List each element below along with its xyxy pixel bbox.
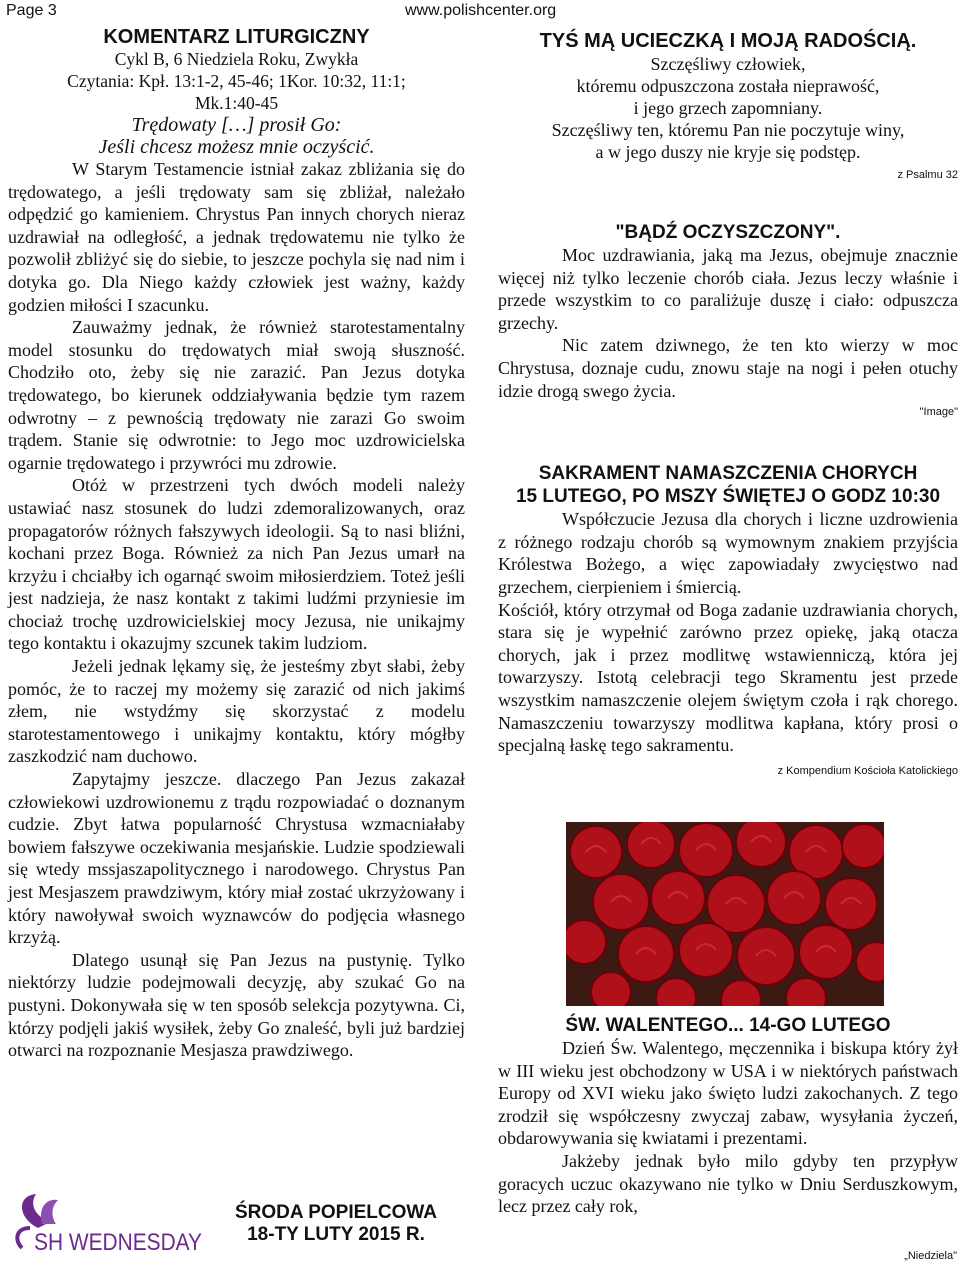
sacrament-paragraph: Kościół, który otrzymał od Boga zadanie uzdrawiania chorych, stara się je wypełnić zarówno przez opiekę, jaką otacza chorych, jak i przez modlitwę wstawienniczą, która jej towarzyszy. Istotą celebracji tego Skramentu jest przede wszystkim namaszczenie olejem świętym czoła i rąk chorego. Namaszczeniu towarzyszy modlitwa kapłana, który prosi o specjalną łaskę tego sakramentu. [498, 599, 958, 756]
psalm-line: i jego grzech zapomniany. [633, 98, 823, 118]
cleansed-title: "BĄDŹ OCZYSZCZONY". [615, 222, 841, 243]
commentary-paragraph: Zapytajmy jeszcze. dlaczego Pan Jezus zakazał człowiekowi uzdrowionemu z trądu rozpowiadać o doznanym cudzie. Zbyt łatwa popularność Chrystusa wzmacniałaby bowiem fałszywe oczekiwania mesjańskie. Ludzie spodziewali się wtedy mssjaszapolitycznego i narodowego. Chrystus Pan jest Mesjaszem prawdziwym, który miał zostać ukrzyżowany i który nawoływał swoich wyznawców do podjęcia własnego krzyżą. [8, 769, 465, 948]
ash-wednesday-heading [222, 1202, 450, 1246]
sacrament-source: z Kompendium Kościoła Katolickiego [777, 764, 958, 777]
page-number: Page 3 [6, 2, 57, 19]
ash-wednesday-title: ŚRODA POPIELCOWA [235, 1202, 437, 1223]
commentary-cycle: Cykl B, 6 Niedziela Roku, Zwykła [114, 49, 359, 69]
valentine-source: „Niedziela" [904, 1250, 957, 1262]
commentary-readings: Czytania: Kpł. 13:1-2, 45-46; 1Kor. 10:32, 11:1; [67, 71, 406, 91]
commentary-paragraph: Jeżeli jednak lękamy się, że jesteśmy zbyt słabi, żeby pomóc, że to raczej my możemy się zarazić od nich jakimś złem, nie wstydźmy się skorzystać z modelu starotestamentowego i unikajmy kontaktu, który mógłby zaszkodzić nam duchowo. [8, 656, 465, 767]
ash-wednesday-date: 18-TY LUTY 2015 R. [247, 1224, 425, 1245]
commentary-paragraph: Otóż w przestrzeni tych dwóch modeli należy ustawiać nasz stosunek do ludzi zdemoralizowanych, oraz propagatorów różnych fałszywych ideologii. Są to nasi bliźni, kochani przez Boga. Również za nich Pan Jezus umarł na krzyżu i chciałby ich ogarnąć swoim miłosierdziem. Toteż jeśli jest nadzieja, że nasz kontakt z takimi ludźmi przyniesie im chociaż trochę uzdrowicielskiej mocy Jezusa, nie unikajmy tego kontaktu i okazujmy szcunek takim ludziom. [8, 475, 465, 654]
right-column [498, 30, 958, 777]
valentine-paragraph: Jakżeby jednak było milo gdyby ten przypływ goracych uczuc okazywano nie tylko w Dniu Serduszkowym, lecz przez cały rok, [498, 1150, 958, 1217]
cleansed-paragraph: Moc uzdrawiania, jaką ma Jezus, obejmuje znacznie więcej niż tylko leczenie chorób ciała. Jezus leczy właśnie i przede wszystkim to co paraliżuje duszę i ciało: odpuszcza grzechy. [498, 245, 958, 333]
commentary-quote-cont: Jeśli chcesz możesz mnie oczyścić. [98, 136, 375, 158]
cleansed-paragraph: Nic zatem dziwnego, że ten kto wierzy w moc Chrystusa, doznaje cudu, znowu staje na nogi i pełen otuchy idzie drogą swego życia. [498, 335, 958, 401]
liturgical-commentary [8, 26, 465, 1062]
commentary-readings-cont: Mk.1:40-45 [194, 93, 279, 113]
commentary-title: KOMENTARZ LITURGICZNY [103, 26, 370, 48]
psalm-line: a w jego duszy nie kryje się podstęp. [595, 142, 861, 162]
psalm-title: TYŚ MĄ UCIECZKĄ I MOJĄ RADOŚCIĄ. [539, 30, 917, 52]
ash-wednesday-logo-text: SH WEDNESDAY [34, 1229, 202, 1256]
valentine-section [498, 1014, 958, 1218]
psalm-source: z Psalmu 32 [897, 169, 958, 181]
sacrament-paragraph: Współczucie Jezusa dla chorych i liczne uzdrowienia z różnego rodzaju chorób są wymownym znakiem przyjścia Królestwa Bożego, a więc zapowiadały zwycięstwo nad grzechem, cierpieniem i śmiercią. [498, 509, 958, 597]
site-url[interactable]: www.polishcenter.org [405, 2, 557, 19]
sacrament-date: 15 LUTEGO, PO MSZY ŚWIĘTEJ O GODZ 10:30 [515, 486, 941, 508]
commentary-paragraph: Zauważmy jednak, że również starotestamentalny model stosunku do trędowatych miał swoją słuszność. Chodziło oto, żeby się nie zarazić. Pan Jezus dotyka trędowatego, bo kierunek oddziaływania będzie tym razem odwrotny – z pewnością trędowaty nie zarazi Go swoim trądem. Stanie się odwrotnie: to Jego moc uzdrowicielska ogarnie trędowatego i przywróci mu zdrowie. [8, 317, 465, 473]
psalm-line: któremu odpuszczona została nieprawość, [576, 76, 880, 96]
sacrament-title: SAKRAMENT NAMASZCZENIA CHORYCH [538, 463, 918, 485]
cleansed-source: "Image" [919, 406, 958, 419]
psalm-line: Szczęśliwy ten, któremu Pan nie poczytuje winy, [551, 120, 905, 140]
commentary-paragraph: Dlatego usunął się Pan Jezus na pustynię. Tylko niektórzy ludzie podejmowali decyzję, aby szukać Go na pustyni. Dokonywała się w ten sposób selekcja pozytywna. Ci, którzy podjęli jakiś wysiłek, żeby Go znaleść, byli już bardziej otwarci na rozpoznanie Mesjasza prawdziwego. [8, 949, 465, 1061]
valentine-title: ŚW. WALENTEGO... 14-GO LUTEGO [565, 1015, 891, 1036]
valentine-paragraph: Dzień Św. Walentego, męczennika i biskupa który żył w III wieku jest obchodzony w USA i w niektórych państwach Europy od XVI wieku jako święto ludzi zakochanych. Z tego zrodził się współczesny zwyczaj zabaw, wysyłania życzeń, obdarowywania się kwiatami i prezentami. [498, 1038, 958, 1149]
ash-wednesday-logo [8, 1188, 208, 1270]
commentary-paragraph: W Starym Testamencie istniał zakaz zbliżania się do trędowatego, a jeśli trędowaty sam się zbliżał, należało odpędzić go kamieniem. Chrystus Pan innych chorych nieraz uzdrawiał na odległość, a jednak trędowatemu nie tylko że pozwolił zbliżyć się do siebie, to jeszcze pochyla się nad nim i dotyka go. Dla Niego każdy człowiek jest ważny, każdy godzien miłości I szacunku. [8, 159, 465, 315]
commentary-quote: Trędowaty […] prosił Go: [131, 114, 342, 136]
psalm-line: Szczęśliwy człowiek, [650, 54, 806, 74]
roses-image [566, 822, 884, 1006]
